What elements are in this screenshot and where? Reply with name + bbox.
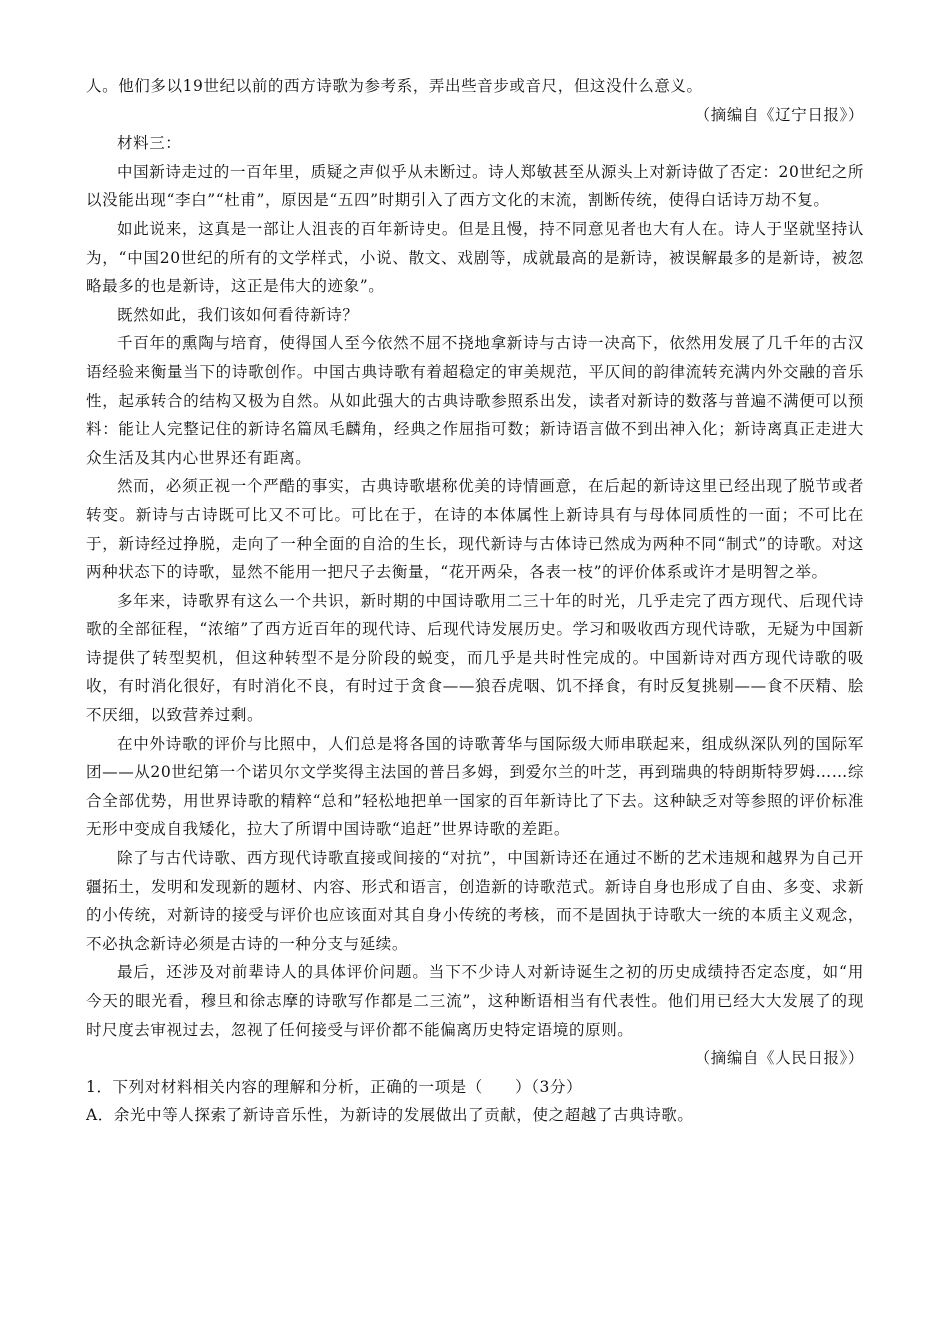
source-citation-renmin: （摘编自《人民日报》） [694,1049,864,1068]
paragraph: 多年来，诗歌界有这么一个共识，新时期的中国诗歌用二三十年的时光，几乎走完了西方现代、后现代诗歌的全部征程，“浓缩”了西方近百年的现代诗、后现代诗发展历史。学习和吸收西方现代诗歌，无疑为中国新诗提供了转型契机，但这种转型不是分阶段的蜕变，而几乎是共时性完成的。中国新诗对西方现代诗歌的吸收，有时消化很好，有时消化不良，有时过于贪食——狼吞虎咽、饥不择食，有时反复挑剔——食不厌精、脍不厌细，以致营养过剩。 [86,591,864,725]
paragraph: 如此说来，这真是一部让人沮丧的百年新诗史。但是且慢，持不同意见者也大有人在。诗人于坚就坚持认为，“中国20世纪的所有的文学样式，小说、散文、戏剧等，成就最高的是新诗，被误解最多的是新诗，被忽略最多的也是新诗，这正是伟大的迹象”。 [86,219,864,296]
material-three-heading: 材料三： [117,134,182,153]
source-citation-liaoning: （摘编自《辽宁日报》） [694,105,864,124]
opening-line: 人。他们多以19世纪以前的西方诗歌为参考系，弄出些音步或音尺，但这没什么意义。 [86,77,703,95]
paragraph: 然而，必须正视一个严酷的事实，古典诗歌堪称优美的诗情画意，在后起的新诗这里已经出现了脱节或者转变。新诗与古诗既可比又不可比。可比在于，在诗的本体属性上新诗具有与母体同质性的一面；不可比在于，新诗经过挣脱，走向了一种全面的自洽的生长，现代新诗与古体诗已然成为两种不同“制式”的诗歌。对这两种状态下的诗歌，显然不能用一把尺子去衡量，“花开两朵，各表一枝”的评价体系或许才是明智之举。 [86,477,864,582]
paragraph: 中国新诗走过的一百年里，质疑之声似乎从未断过。诗人郑敏甚至从源头上对新诗做了否定：20世纪之所以没能出现“李白”“杜甫”，原因是“五四”时期引入了西方文化的末流，割断传统，使得白话诗万劫不复。 [86,162,864,210]
paragraph: 最后，还涉及对前辈诗人的具体评价问题。当下不少诗人对新诗诞生之初的历史成绩持否定态度，如“用今天的眼光看，穆旦和徐志摩的诗歌写作都是二三流”，这种断语相当有代表性。他们用已经大大发展了的现时尺度去审视过去，忽视了任何接受与评价都不能偏离历史特定语境的原则。 [86,963,864,1039]
paragraph: 既然如此，我们该如何看待新诗？ [117,305,359,324]
paragraph: 除了与古代诗歌、西方现代诗歌直接或间接的“对抗”，中国新诗还在通过不断的艺术违规和越界为自己开疆拓土，发明和发现新的题材、内容、形式和语言，创造新的诗歌范式。新诗自身也形成了自由、多变、求新的小传统，对新诗的接受与评价也应该面对其自身小传统的考核，而不是固执于诗歌大一统的本质主义观念，不必执念新诗必须是古诗的一种分支与延续。 [86,849,864,953]
paragraph: 千百年的熏陶与培育，使得国人至今依然不屈不挠地拿新诗与古诗一决高下，依然用发展了几千年的古汉语经验来衡量当下的诗歌创作。中国古典诗歌有着超稳定的审美规范，平仄间的韵律流转充满内外交融的音乐性，起承转合的结构又极为自然。从如此强大的古典诗歌参照系出发，读者对新诗的数落与普遍不满便可以预料：能让人完整记住的新诗名篇凤毛麟角，经典之作屈指可数；新诗语言做不到出神入化；新诗离真正走进大众生活及其内心世界还有距离。 [86,334,864,467]
paragraph: 在中外诗歌的评价与比照中，人们总是将各国的诗歌菁华与国际级大师串联起来，组成纵深队列的国际军团——从20世纪第一个诺贝尔文学奖得主法国的普吕多姆，到爱尔兰的叶芝，再到瑞典的特朗斯特罗姆……综合全部优势，用世界诗歌的精粹“总和”轻松地把单一国家的百年新诗比了下去。这种缺乏对等参照的评价标准无形中变成自我矮化，拉大了所谓中国诗歌“追赶”世界诗歌的差距。 [86,734,864,839]
option-a: A．余光中等人探索了新诗音乐性，为新诗的发展做出了贡献，使之超越了古典诗歌。 [86,1106,694,1125]
question-1: 1．下列对材料相关内容的理解和分析，正确的一项是（ ）（3分） [86,1077,583,1096]
document-page [86,72,864,1130]
